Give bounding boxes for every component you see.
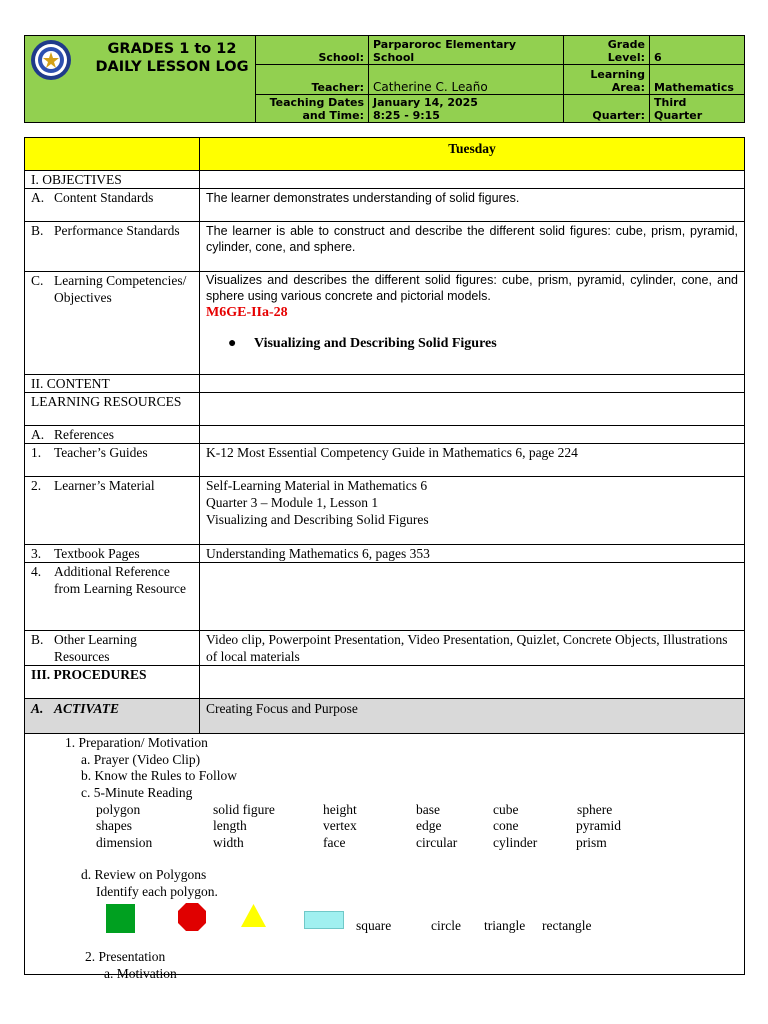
content-standards-value: The learner demonstrates understanding of solid figures. [200,189,745,222]
grade-label-line-2: Level: [607,51,645,65]
activate-text: ACTIVATE [54,701,120,716]
lm-line-3: Visualizing and Describing Solid Figures [206,512,429,527]
ar-num: 4. [31,564,42,579]
other-resources-label [25,631,200,666]
quarter-value-line-2: Quarter [654,109,703,122]
word-cone: cone [493,818,519,833]
teacher-label: Teacher: [256,65,369,94]
competencies-label [25,272,200,375]
review-line: d. Review on Polygons [81,867,207,882]
word-solid-figure: solid figure [213,802,275,817]
references-label [25,426,200,444]
competency-code: M6GE-IIa-28 [206,305,288,320]
performance-standards-label [25,222,200,272]
performance-standards-value: The learner is able to construct and describe the different solid figures: cube, prism, pyramid, cylinder, cone, and sphere. [200,222,745,272]
activate-value: Creating Focus and Purpose [200,699,745,734]
lm-text: Learner’s Material [54,478,155,493]
additional-reference-blank [200,563,745,631]
lm-num: 2. [31,478,42,493]
teachers-guides-value: K-12 Most Essential Competency Guide in Mathematics 6, page 224 [200,444,745,477]
red-octagon-shape [177,902,207,932]
teachers-guides-label [25,444,200,477]
learners-material-label [25,477,200,545]
quarter-label: Quarter: [564,94,650,122]
procedures-content [25,734,744,981]
activate-label [25,699,200,734]
learning-resources-heading: LEARNING RESOURCES [25,393,200,426]
teaching-dates-value [369,94,564,122]
answer-triangle: triangle [484,918,526,933]
quarter-value [650,94,745,122]
word-circular: circular [416,835,458,850]
word-height: height [323,802,357,817]
learning-label-line-2: Area: [611,80,645,94]
performance-text: Performance Standards [54,223,180,238]
lm-line-1: Self-Learning Material in Mathematics 6 [206,478,428,493]
answer-circle: circle [431,918,461,933]
word-vertex: vertex [323,818,357,833]
header-title-cell [25,36,256,123]
answer-rectangle: rectangle [542,918,592,933]
word-prism: prism [576,835,607,850]
competency-bullet-item [206,335,738,352]
time-value: 8:25 - 9:15 [373,109,440,122]
bullet-dot-icon: ● [228,336,237,351]
lm-line-2: Quarter 3 – Module 1, Lesson 1 [206,495,379,510]
title-grades: GRADES 1 to 12 [107,41,237,57]
textbook-pages-label [25,545,200,563]
word-width: width [213,835,244,850]
green-square-shape [106,904,135,933]
prayer-line: a. Prayer (Video Clip) [81,752,201,767]
identify-line: Identify each polygon. [96,884,218,899]
competencies-cell [200,272,745,375]
grade-value: 6 [650,36,745,65]
tg-text: Teacher’s Guides [54,445,148,460]
tb-num: 3. [31,546,42,561]
objectives-heading: I. OBJECTIVES [25,171,200,189]
motivation-line: a. Motivation [104,966,177,981]
prep-line: 1. Preparation/ Motivation [65,735,208,750]
procedures-section [25,734,745,981]
competencies-value: Visualizes and describes the different solid figures: cube, prism, pyramid, cylinder, cone, and sphere using various concrete and pictorial models. [206,273,738,303]
word-sphere: sphere [577,802,613,817]
title-daily-lesson-log: DAILY LESSON LOG [95,59,249,75]
lesson-log-table [24,137,745,981]
content-blank [200,375,745,393]
content-standards-text: Content Standards [54,190,154,205]
olr-text: Other Learning Resources [54,632,137,664]
dates-label-line-1: Teaching Dates [269,96,364,109]
procedures-blank [200,666,745,699]
content-heading: II. CONTENT [25,375,200,393]
content-standards-label [25,189,200,222]
reading-line: c. 5-Minute Reading [81,785,193,800]
school-label: School: [256,36,369,65]
grade-level-label [564,36,650,65]
school-value: Parparoroc Elementary School [369,36,564,65]
lesson-log-header [24,35,745,123]
learning-area-label [564,65,650,94]
yellow-triangle-shape [240,903,267,928]
cyan-rectangle-shape [304,911,344,929]
word-polygon: polygon [96,802,141,817]
deped-seal-icon [30,39,72,81]
word-cylinder: cylinder [493,835,538,850]
rules-line: b. Know the Rules to Follow [81,768,238,783]
learning-label-line-1: Learning [590,67,645,81]
competencies-num: C. [31,273,44,288]
word-shapes: shapes [96,818,132,833]
additional-reference-label [25,563,200,631]
references-num: A. [31,427,45,442]
teacher-value: Catherine C. Leaño [369,65,564,94]
quarter-value-line-1: Third [654,96,687,109]
dates-label-line-2: and Time: [302,109,364,122]
word-base: base [416,802,440,817]
tb-text: Textbook Pages [54,546,140,561]
word-face: face [323,835,346,850]
olr-num: B. [31,632,44,647]
textbook-pages-value: Understanding Mathematics 6, pages 353 [200,545,745,563]
teaching-dates-label [256,94,369,122]
procedures-heading: III. PROCEDURES [25,666,200,699]
activate-num: A. [31,701,44,716]
word-edge: edge [416,818,442,833]
presentation-line: 2. Presentation [85,949,166,964]
word-pyramid: pyramid [576,818,621,833]
day-heading: Tuesday [200,138,745,171]
references-text: References [54,427,114,442]
answer-square: square [356,918,392,933]
other-resources-value: Video clip, Powerpoint Presentation, Video Presentation, Quizlet, Concrete Objects, Illustrations of local materials [200,631,745,666]
tg-num: 1. [31,445,42,460]
grade-label-line-1: Grade [607,38,645,52]
objectives-blank [200,171,745,189]
references-blank [200,426,745,444]
learning-resources-blank [200,393,745,426]
learners-material-value [200,477,745,545]
content-standards-num: A. [31,190,45,205]
ar-text: Additional Reference from Learning Resource [54,564,186,596]
learning-area-value: Mathematics [650,65,745,94]
word-dimension: dimension [96,835,153,850]
competencies-text: Learning Competencies/Objectives [54,273,187,305]
word-cube: cube [493,802,519,817]
competency-bullet-text: Visualizing and Describing Solid Figures [254,336,497,351]
performance-num: B. [31,223,44,238]
date-value: January 14, 2025 [373,96,478,109]
day-blank-cell [25,138,200,171]
word-length: length [213,818,247,833]
